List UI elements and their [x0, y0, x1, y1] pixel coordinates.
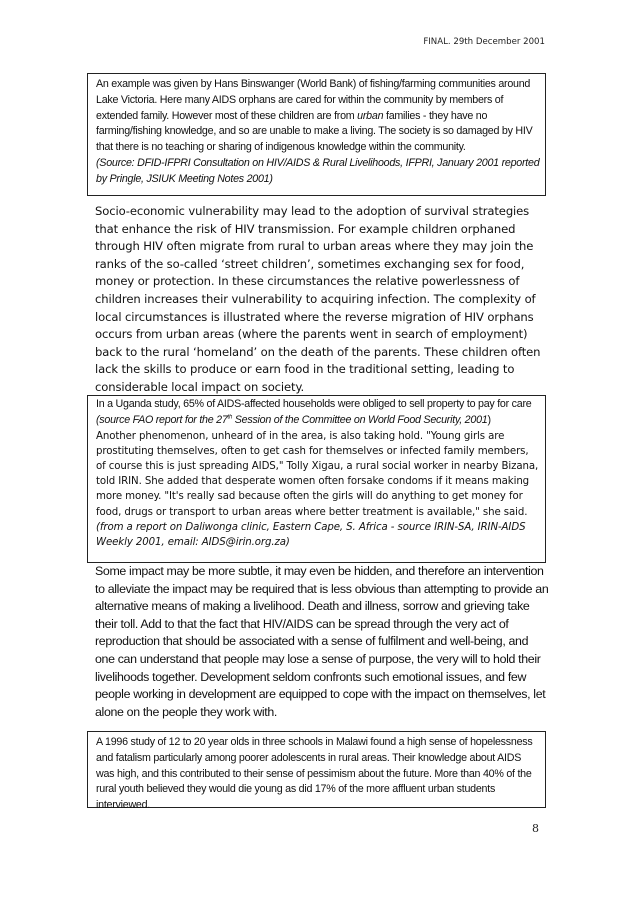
page-number: 8	[532, 822, 539, 835]
malawi-study-text: A 1996 study of 12 to 20 year olds in three schools in Malawi found a high sense of hopelessness and fatalism particularly among poorer adolescents in rural areas. Their knowledge about AIDS was high, and this contributed to their sense of pessimism about the future. More than 40% of the rural youth believed they would die young as did 17% of the more affluent urban students interviewed.	[96, 736, 533, 812]
case-study-box-lake-victoria	[87, 73, 546, 196]
bizana-report-text: Another phenomenon, unheard of in the area, is also taking hold. "Young girls are prostituting themselves, often to get cash for themselves or infected family members, of course this is just spreading AIDS," Tolly Xigau, a rural social worker in nearby Bizana, told IRIN. She added that desperate women often forsake condoms if it means making more money. "It's really sad because often the girls will do anything to get money for food, drugs or transport to urban areas where better treatment is available," she said. (from a report on Daliwonga clinic, Eastern Cape, S. Africa - source IRIN-SA, IRIN-AIDS Weekly 2001, email: AIDS@irin.org.za)	[96, 430, 539, 549]
case-study-text: An example was given by Hans Binswanger (World Bank) of fishing/farming communities around Lake Victoria. Here many AIDS orphans are cared for within the community by members of extended family. However most of these children are from urban families - they have no farming/fishing knowledge, and so are unable to make a living. The society is so damaged by HIV that there is no teaching or sharing of indigenous knowledge within the community.	[96, 78, 533, 154]
page-header: FINAL. 29th December 2001	[423, 37, 545, 47]
case-study-box-malawi	[87, 731, 546, 812]
uganda-study-source: (source FAO report for the 27th Session of the Committee on World Food Security, 2001	[96, 413, 488, 426]
case-study-box-uganda	[87, 395, 546, 563]
body-paragraph-vulnerability: Socio-economic vulnerability may lead to the adoption of survival strategies that enhance the risk of HIV transmission. For example children orphaned through HIV often migrate from rural to urban areas where they may join the ranks of the so-called ‘street children’, sometimes exchanging sex for food, money or protection. In these circumstances the relative powerlessness of children increases their vulnerability to acquiring infection. The complexity of local circumstances is illustrated where the reverse migration of HIV orphans occurs from urban areas (where the parents went in search of employment) back to the rural ‘homeland’ on the death of the parents. These children often lack the skills to produce or earn food in the traditional setting, leading to considerable local impact on society.	[95, 204, 541, 394]
case-study-source: (Source: DFID-IFPRI Consultation on HIV/AIDS & Rural Livelihoods, IFPRI, January 2001 reported by Pringle, JSIUK Meeting Notes 2001)	[96, 156, 540, 185]
bizana-report-source: (from a report on Daliwonga clinic, Eastern Cape, S. Africa - source IRIN-SA, IRIN-AIDS Weekly 2001, email: AIDS@irin.org.za)	[96, 521, 526, 549]
body-paragraph-emotional-impact: Some impact may be more subtle, it may even be hidden, and therefore an intervention to alleviate the impact may be required that is less obvious than attempting to provide an alternative means of making a livelihood. Death and illness, sorrow and grieving take their toll. Add to that the fact that HIV/AIDS can be spread through the very act of reproduction that should be associated with a sense of fulfilment and well-being, and one can understand that people may lose a sense of purpose, the very will to hold their livelihoods together. Development seldom confronts such emotional issues, and few people working in development are equipped to cope with the impact on themselves, let alone on the people they work with.	[95, 564, 549, 719]
uganda-study-text: In a Uganda study, 65% of AIDS-affected households were obliged to sell property to pay for care (source FAO report for the 27th Session of the Committee on World Food Security, 2001)	[96, 398, 532, 426]
emphasis-text: urban	[357, 109, 384, 122]
